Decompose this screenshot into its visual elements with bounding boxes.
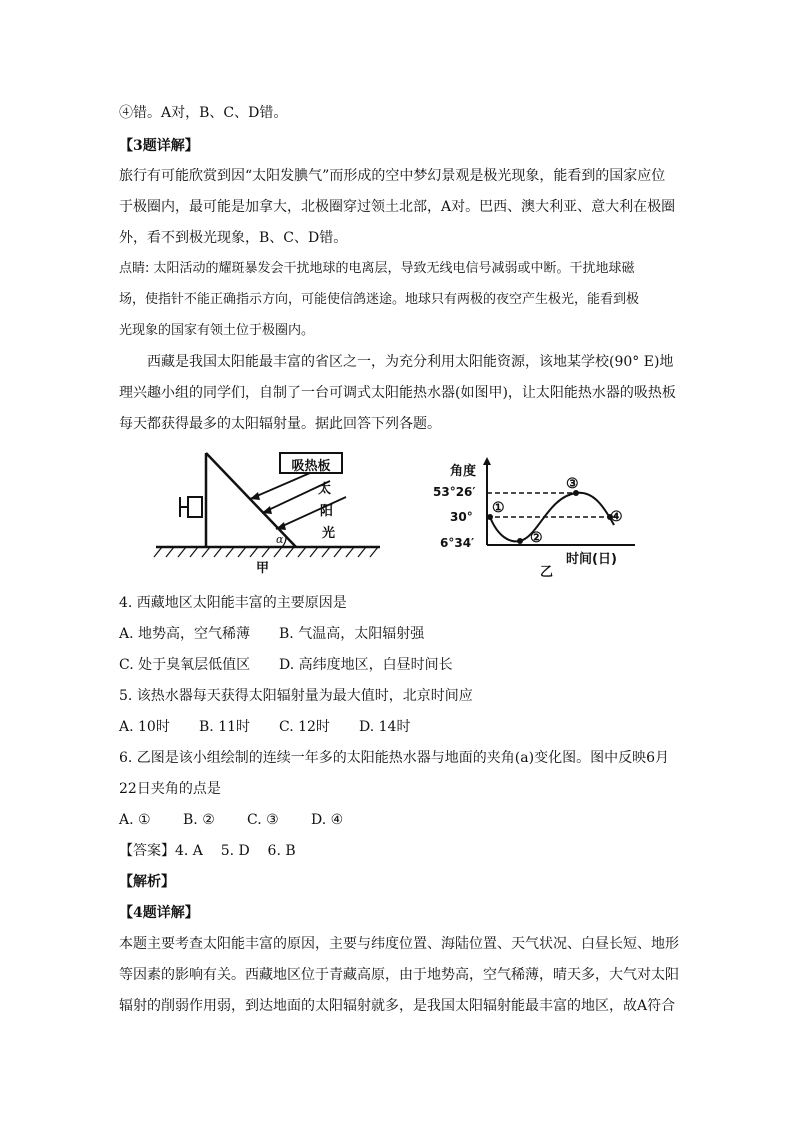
text-line: 场，使指针不能正确指示方向，可能使信鸽迷途。地球只有两极的夜空产生极光，能看到极 [119, 292, 640, 307]
text-line: 旅行有可能欣赏到因“太阳发腆气”而形成的空中梦幻景观是极光现象，能看到的国家应位 [119, 168, 666, 184]
point-label: ② [530, 530, 543, 546]
angle-alpha-label: α [276, 533, 284, 546]
text-line: 西藏是我国太阳能最丰富的省区之一，为充分利用太阳能资源，该地某学校(90° E)地 [147, 354, 674, 370]
figure-yi-caption: 乙 [540, 565, 554, 580]
figure-jia [150, 447, 390, 577]
text-line: 辐射的削弱作用弱，到达地面的太阳辐射就多，是我国太阳辐射能最丰富的地区，故A符合 [119, 998, 676, 1014]
question-5-options [119, 717, 679, 737]
question-5: 5. 该热水器每天获得太阳辐射量为最大值时，北京时间应 [119, 688, 473, 704]
text-line: 每天都获得最多的太阳辐射量。据此回答下列各题。 [119, 416, 441, 432]
option-d: D. ④ [311, 812, 344, 828]
text-line: 外，看不到极光现象，B、C、D错。 [119, 230, 348, 246]
option-a: A. ① [119, 812, 151, 828]
point-label: ③ [566, 476, 579, 492]
option-b: B. ② [183, 812, 215, 828]
question-6-cont: 22日夹角的点是 [119, 781, 221, 797]
y-tick-label: 30° [450, 510, 473, 524]
y-tick-label: 6°34′ [440, 536, 475, 550]
detail-4-heading: 【4题详解】 [119, 905, 199, 921]
point-label: ④ [610, 509, 623, 525]
sunlight-label-1: 太 [318, 482, 332, 497]
option-a: A. 10时 [119, 719, 170, 735]
figure-jia-caption: 甲 [256, 561, 270, 576]
text-line: 等因素的影响有关。西藏地区位于青藏高原，由于地势高，空气稀薄，晴天多，大气对太阳 [119, 967, 679, 983]
answer-line: 【答案】4. A 5. D 6. B [119, 843, 296, 859]
text-line: 于极圈内，最可能是加拿大，北极圈穿过领土北部，A对。巴西、澳大利亚、意大利在极圈 [119, 199, 676, 215]
analysis-heading: 【解析】 [119, 874, 175, 890]
text-line: 本题主要考查太阳能丰富的原因，主要与纬度位置、海陆位置、天气状况、白昼长短、地形 [119, 936, 679, 952]
option-b: B. 气温高，太阳辐射强 [279, 626, 425, 642]
y-tick-label: 53°26′ [433, 485, 476, 499]
question-6: 6. 乙图是该小组绘制的连续一年多的太阳能热水器与地面的夹角(a)变化图。图中反映6月 [119, 750, 669, 766]
text-line: ④错。A对，B、C、D错。 [119, 105, 288, 121]
sunlight-label-3: 光 [322, 526, 336, 541]
sunlight-label-2: 阳 [320, 504, 334, 519]
text-line: 光现象的国家有领土位于极圈内。 [119, 323, 315, 338]
option-c: C. 12时 [279, 719, 330, 735]
option-d: D. 14时 [359, 719, 411, 735]
question-4-options [119, 624, 679, 644]
option-a: A. 地势高，空气稀薄 [119, 626, 251, 642]
option-b: B. 11时 [199, 719, 251, 735]
section-heading: 【3题详解】 [119, 138, 199, 154]
text-line: 理兴趣小组的同学们，自制了一台可调式太阳能热水器(如图甲)，让太阳能热水器的吸热板 [119, 385, 676, 401]
question-6-options [119, 810, 679, 830]
text-line: 点睛: 太阳活动的耀斑暴发会干扰地球的电离层，导致无线电信号减弱或中断。干扰地球磁 [119, 261, 635, 276]
option-c: C. ③ [247, 812, 279, 828]
absorber-plate-label: 吸热板 [291, 459, 331, 474]
y-axis-label: 角度 [450, 464, 477, 479]
x-axis-label: 时间(日) [566, 552, 617, 567]
question-4-options [119, 655, 679, 675]
question-4: 4. 西藏地区太阳能丰富的主要原因是 [119, 595, 347, 611]
option-c: C. 处于臭氧层低值区 [119, 657, 251, 673]
option-d: D. 高纬度地区，白昼时间长 [279, 657, 453, 673]
point-label: ① [492, 500, 505, 516]
